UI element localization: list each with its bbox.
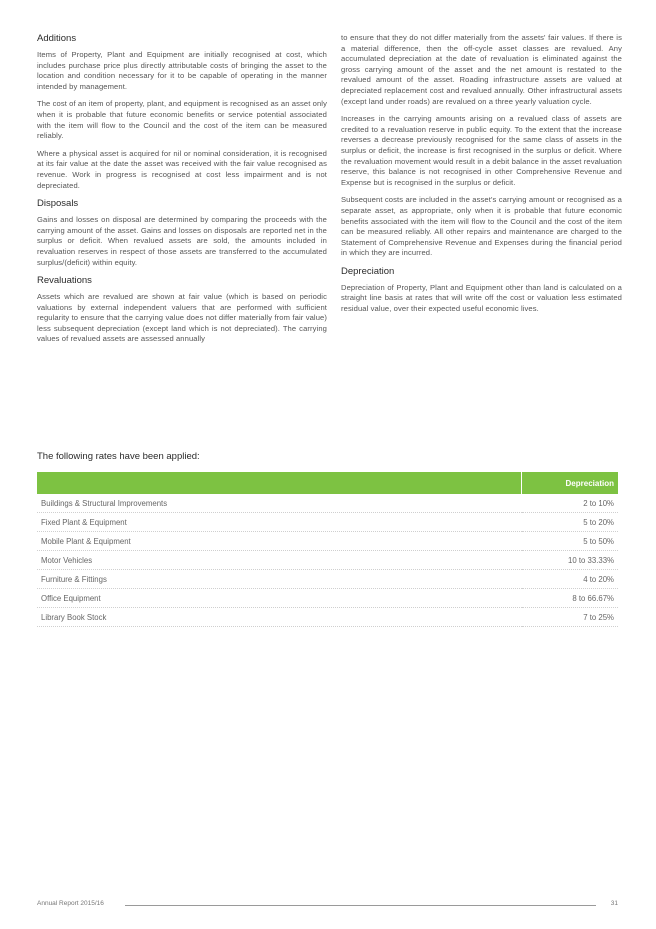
- paragraph: Depreciation of Property, Plant and Equipment other than land is calculated on a straight line basis at rates that will write off the cost or valuation less estimated residual value, over their expected useful economic lives.: [341, 282, 622, 314]
- asset-category: Motor Vehicles: [37, 551, 522, 570]
- depreciation-rates-table: [37, 472, 618, 627]
- paragraph: to ensure that they do not differ materially from the assets' fair values. If there is a material difference, then the off-cycle asset classes are revalued. Any accumulated depreciation at the date of revaluation is eliminated against the gross carrying amount of the asset and the net amount is restated to the revalued amount of the asset. Roading infrastructure assets are valued at depreciated replacement cost and revalued annually. Other infrastructural assets (except land under roads) are revalued on a three yearly valuation cycle.: [341, 33, 622, 106]
- paragraph: Gains and losses on disposal are determined by comparing the proceeds with the carrying amount of the asset. Gains and losses on disposals are reported net in the surplus or deficit. When revalued assets are sold, the amounts included in revaluation reserves in respect of those assets are transferred to the accumulated surplus/(deficit) within equity.: [37, 215, 327, 267]
- report-title: Annual Report 2015/16: [37, 900, 104, 907]
- page-footer: [37, 900, 618, 912]
- page-number: 31: [610, 900, 618, 907]
- asset-category: Library Book Stock: [37, 608, 522, 627]
- table-row: [37, 494, 618, 513]
- header-category: [37, 472, 522, 494]
- table-row: [37, 608, 618, 627]
- depreciation-rate: 10 to 33.33%: [522, 551, 619, 570]
- depreciation-rate: 7 to 25%: [522, 608, 619, 627]
- section-heading: Additions: [37, 33, 77, 44]
- paragraph: Increases in the carrying amounts arising on a revalued class of assets are credited to a revaluation reserve in public equity. To the extent that the increase reverses a decrease previously recognised for the same class of assets in the surplus or deficit, the increase is first recognised in the surplus or deficit. Where the revaluation movement would result in a debit balance in the asset revaluation reserve, this balance is not recognised in other Comprehensive Revenue and Expense but is recognised in the surplus or deficit.: [341, 114, 622, 187]
- table-row: [37, 551, 618, 570]
- table-row: [37, 532, 618, 551]
- asset-category: Furniture & Fittings: [37, 570, 522, 589]
- table-row: [37, 589, 618, 608]
- depreciation-rate: 5 to 50%: [522, 532, 619, 551]
- left-column: [37, 33, 327, 352]
- depreciation-rate: 8 to 66.67%: [522, 589, 619, 608]
- rates-title: The following rates have been applied:: [37, 451, 200, 462]
- section-heading: Disposals: [37, 198, 79, 210]
- asset-category: Buildings & Structural Improvements: [37, 494, 522, 513]
- paragraph: Subsequent costs are included in the asset's carrying amount or recognised as a separate asset, as appropriate, only when it is probable that future economic benefits associated with the item will flow to the Council and the cost of the item can be measured reliably. All other repairs and maintenance are charged to the Statement of Comprehensive Revenue and Expenses during the financial period in which they are incurred.: [341, 195, 622, 258]
- asset-category: Fixed Plant & Equipment: [37, 513, 522, 532]
- depreciation-rate: 2 to 10%: [522, 494, 619, 513]
- table-row: [37, 513, 618, 532]
- paragraph: The cost of an item of property, plant, and equipment is recognised as an asset only when it is probable that future economic benefits or service potential associated with the item will flow to the Council and the cost of the item can be measured reliably.: [37, 99, 327, 141]
- paragraph: Where a physical asset is acquired for nil or nominal consideration, it is recognised at its fair value at the date the asset was received with the fair value recognised as revenue. Work in progress is recognised at cost less impairment and is not depreciated.: [37, 148, 327, 190]
- footer-divider: [125, 905, 596, 906]
- depreciation-rate: 4 to 20%: [522, 570, 619, 589]
- asset-category: Mobile Plant & Equipment: [37, 532, 522, 551]
- depreciation-rate: 5 to 20%: [522, 513, 619, 532]
- section-heading: Depreciation: [341, 265, 395, 277]
- paragraph: Items of Property, Plant and Equipment are initially recognised at cost, which includes purchase price plus directly attributable costs of bringing the asset to the location and condition necessary for it to be capable of operating in the manner intended by management.: [37, 50, 327, 91]
- table-row: [37, 570, 618, 589]
- asset-category: Office Equipment: [37, 589, 522, 608]
- right-column: [341, 33, 622, 322]
- paragraph: Assets which are revalued are shown at fair value (which is based on periodic valuations by external independent valuers that are performed with sufficient regularity to ensure that the carrying value does not differ materially from fair value) less subsequent depreciation (except land which is not depreciated). The carrying values of revalued assets are assessed annually: [37, 292, 327, 344]
- table-header-row: [37, 472, 618, 494]
- section-heading: Revaluations: [37, 275, 92, 287]
- header-depreciation: Depreciation: [522, 472, 619, 494]
